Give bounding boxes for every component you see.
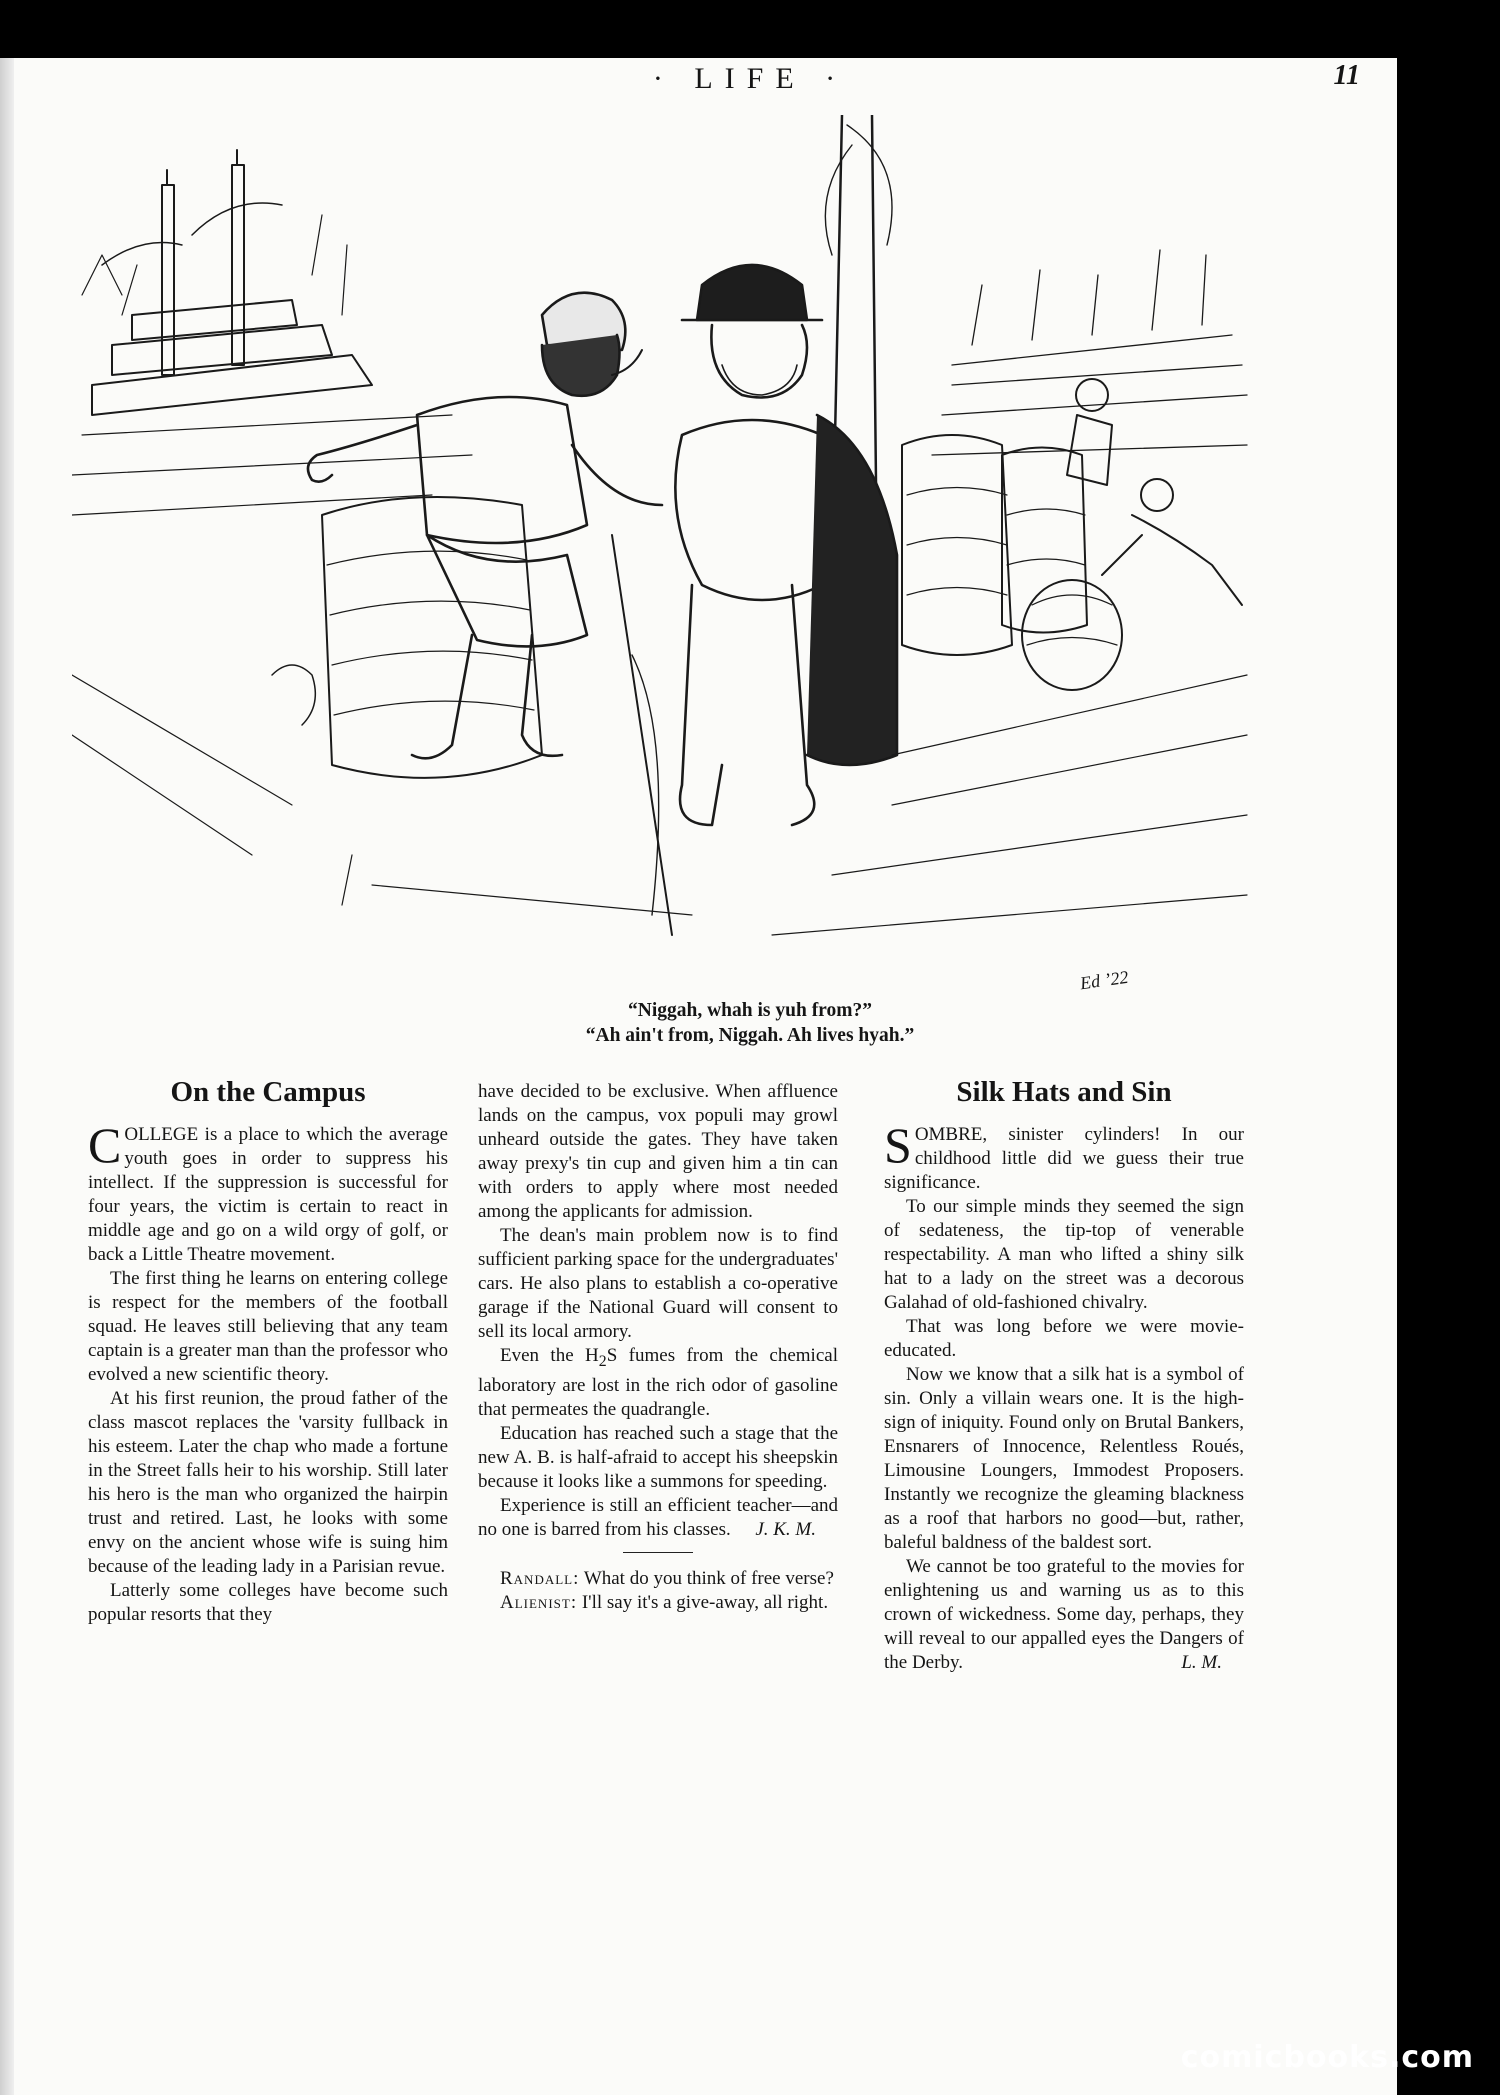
article-title: On the Campus	[170, 1076, 366, 1108]
dialogue-line: Alienist: I'll say it's a give-away, all right.	[500, 1591, 829, 1613]
page-number: 11	[1333, 60, 1360, 91]
article-paragraph: The dean's main problem now is to find sufficient parking space for the undergraduates' cars. He also plans to establish a co-operative garage if the National Guard will consent to sell its local armory.	[478, 1225, 838, 1342]
author-signature: J. K. M.	[755, 1518, 816, 1540]
article-paragraph: That was long before we were movie-educated.	[884, 1316, 1244, 1361]
article-paragraph: We cannot be too grateful to the movies for enlightening us and warning us as to this crown of wickedness. Some day, perhaps, they will reveal to our appalled eyes the Dangers of the Derby. L. M.	[884, 1556, 1244, 1673]
article-paragraph: Even the $H_2S$ fumes from the chemical laboratory are lost in the rich odor of gasoline that permeates the quadrangle.	[478, 1345, 838, 1420]
dialogue-line: Randall: What do you think of free verse?	[500, 1567, 834, 1589]
article-paragraph: SOMBRE, sinister cylinders! In our childhood little did we guess their true significance.	[884, 1117, 1244, 1193]
artist-signature: Ed ’22	[1078, 966, 1130, 994]
column-on-the-campus	[88, 1075, 448, 1627]
author-signature: L. M.	[1181, 1652, 1222, 1673]
article-paragraph: Education has reached such a stage that the new A. B. is half-afraid to accept his sheepskin because it looks like a summons for speeding.	[478, 1422, 838, 1492]
article-paragraph: Now we know that a silk hat is a symbol of sin. Only a villain wears one. It is the high-sign of iniquity. Found only on Brutal Bankers, Ensnarers of Innocence, Relentless Roués, Limousine Loungers, Immodest Proposers. Instantly we recognize the gleaming blackness as a roof that harbors no good—but, rather, baleful baldness of the baldest sort.	[884, 1364, 1244, 1553]
article-title: Silk Hats and Sin	[956, 1076, 1172, 1108]
caption-line-2: “Ah ain't from, Niggah. Ah lives hyah.”	[585, 1025, 915, 1046]
drop-cap: S	[884, 1117, 912, 1173]
cartoon-caption	[0, 998, 1500, 1048]
masthead: · LIFE ·	[652, 62, 848, 95]
article-paragraph: Latterly some colleges have become such popular resorts that they	[88, 1580, 448, 1625]
article-paragraph: At his first reunion, the proud father of the class mascot replaces the 'varsity fullback in his esteem. Later the chap who made a fortune in the Street falls heir to his worship. Still later his hero is the man who organized the hairpin trust and retired. Last, he looks with some envy on the ancient whose wife is suing him because of the leading lady in a Parisian revue.	[88, 1388, 448, 1577]
drop-cap: C	[88, 1117, 122, 1173]
article-paragraph: COLLEGE is a place to which the average youth goes in order to suppress his intellect. If the suppression is successful for four years, the victim is certain to react in middle age and go on a wild orgy of golf, or back a Little Theatre movement.	[88, 1117, 448, 1265]
caption-line-1: “Niggah, whah is yuh from?”	[628, 1000, 872, 1021]
article-paragraph: have decided to be exclusive. When affluence lands on the campus, vox populi may growl unheard outside the gates. They have taken away prexy's tin cup and given him a tin can with orders to apply where most needed among the applicants for admission.	[478, 1081, 838, 1222]
site-watermark: comicbooks.com	[1180, 2040, 1474, 2075]
divider-rule	[623, 1552, 693, 1553]
article-paragraph: The first thing he learns on entering college is respect for the members of the football squad. He leaves still believing that any team captain is a greater man than the professor who evolved a new scientific theory.	[88, 1268, 448, 1385]
page-edge-left	[0, 58, 14, 2095]
column-silk-hats-and-sin	[884, 1075, 1244, 1675]
article-paragraph: To our simple minds they seemed the sign of sedateness, the tip-top of venerable respectability. A man who lifted a shiny silk hat to a lady on the street was a decorous Galahad of old-fashioned chivalry.	[884, 1196, 1244, 1313]
cartoon-illustration	[72, 115, 1252, 995]
article-paragraph: Experience is still an efficient teacher—and no one is barred from his classes. J. K. M.	[478, 1494, 838, 1540]
column-continued	[478, 1080, 838, 1615]
